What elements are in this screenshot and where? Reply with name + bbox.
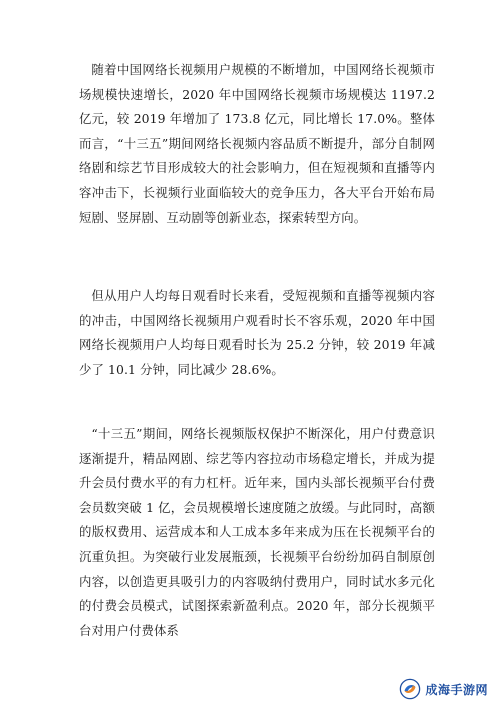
watermark-text: 成海手游网 [425,682,488,697]
site-watermark [395,675,494,703]
swirl-logo-icon [399,678,421,700]
paragraph-2: 但从用户人均每日观看时长来看，受短视频和直播等视频内容的冲击，中国网络长视频用户观看时长不容乐观，2020 年中国网络长视频用户人均每日观看时长为 25.2 分钟，较 2019 年减少了 10.1 分钟，同比减少 28.6%。 [79,288,435,377]
paragraph-3: “十三五”期间，网络长视频版权保护不断深化，用户付费意识逐渐提升，精品网剧、综艺等内容拉动市场稳定增长，并成为提升会员付费水平的有力杠杆。近年来，国内头部长视频平台付费会员数突破 1 亿，会员规模增长速度随之放缓。与此同时，高额的版权费用、运营成本和人工成本多年来成为压在长视频平台的沉重负担。为突破行业发展瓶颈，长视频平台纷纷加码自制原创内容，以创造更具吸引力的内容吸纳付费用户，同时试水多元化的付费会员模式，试图探索新盈利点。2020 年，部分长视频平台对用户付费体系 [79,426,435,638]
paragraph-1: 随着中国网络长视频用户规模的不断增加，中国网络长视频市场规模快速增长，2020 年中国网络长视频市场规模达 1197.2 亿元，较 2019 年增加了 173.8 亿元，同比增长 17.0%。整体而言，“十三五”期间网络长视频内容品质不断提升，部分自制网络剧和综艺节目形成较大的社会影响力，但在短视频和直播等内容冲击下，长视频行业面临较大的竞争压力，各大平台开始布局短剧、竖屏剧、互动剧等创新业态，探索转型方向。 [79,62,435,225]
